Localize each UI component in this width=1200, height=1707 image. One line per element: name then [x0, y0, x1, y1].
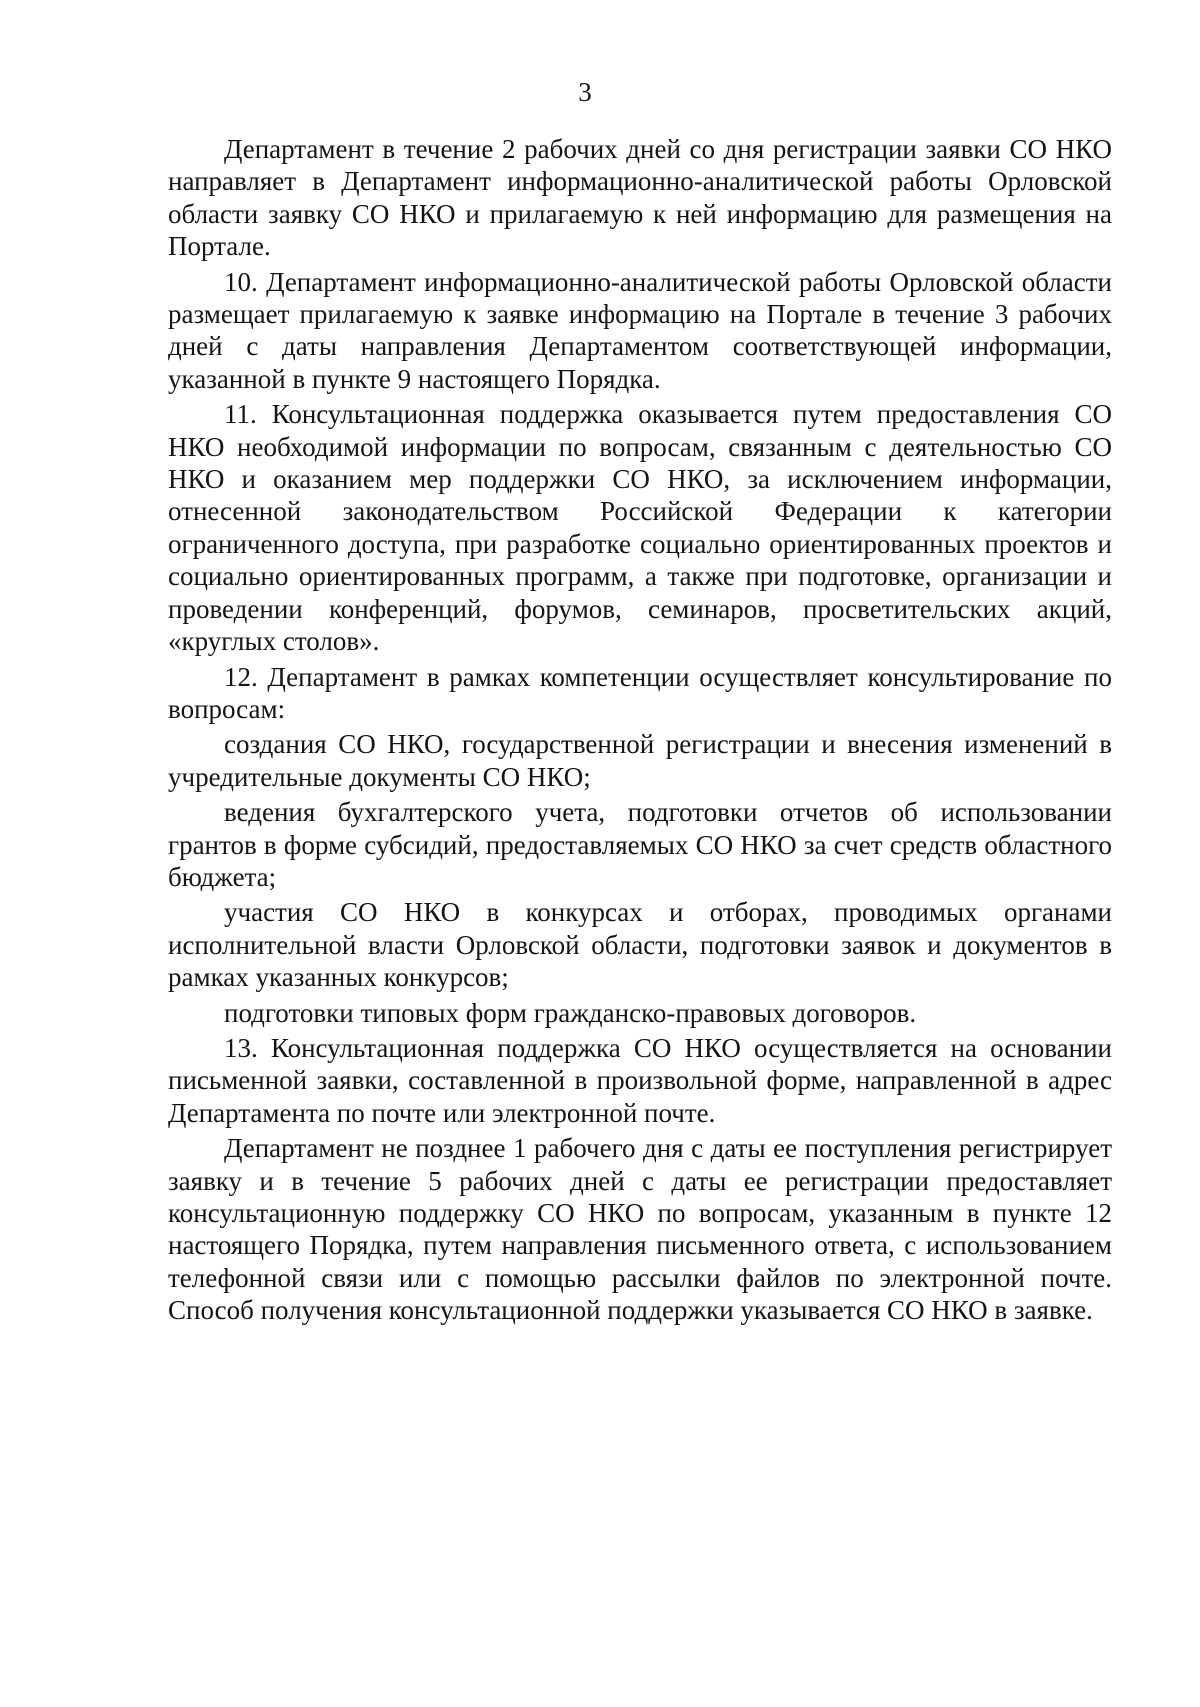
- paragraph-item-12-creation: создания СО НКО, государственной регистрации и внесения изменений в учредительные документы СО НКО;: [168, 729, 1112, 792]
- paragraph-item-11: 11. Консультационная поддержка оказывается путем предоставления СО НКО необходимой информации по вопросам, связанным с деятельностью СО НКО и оказанием мер поддержки СО НКО, за исключением информации, отнесенной законодательством Российской Федерации к категории ограниченного доступа, при разработке социально ориентированных проектов и социально ориентированных программ, а также при подготовке, организации и проведении конференций, форумов, семинаров, просветительских акций, «круглых столов».: [168, 399, 1112, 657]
- page-number: 3: [578, 77, 592, 107]
- paragraph-item-12-contracts: подготовки типовых форм гражданско-правовых договоров.: [224, 997, 917, 1028]
- paragraph-item-13-procedure: Департамент не позднее 1 рабочего дня с даты ее поступления регистрирует заявку и в течение 5 рабочих дней с даты ее регистрации предоставляет консультационную поддержку СО НКО по вопросам, указанным в пункте 12 настоящего Порядка, путем направления письменного ответа, с использованием телефонной связи или с помощью рассылки файлов по электронной почте. Способ получения консультационной поддержки указывается СО НКО в заявке.: [168, 1133, 1112, 1326]
- paragraph-dept-transfer: Департамент в течение 2 рабочих дней со дня регистрации заявки СО НКО направляет в Департамент информационно-аналитической работы Орловской области заявку СО НКО и прилагаемую к ней информацию для размещения на Портале.: [168, 134, 1112, 262]
- paragraph-item-13: 13. Консультационная поддержка СО НКО осуществляется на основании письменной заявки, составленной в произвольной форме, направленной в адрес Департамента по почте или электронной почте.: [168, 1032, 1112, 1128]
- paragraph-item-12-accounting: ведения бухгалтерского учета, подготовки отчетов об использовании грантов в форме субсидий, предоставляемых СО НКО за счет средств областного бюджета;: [168, 797, 1112, 892]
- paragraph-item-12: 12. Департамент в рамках компетенции осуществляет консультирование по вопросам:: [168, 661, 1112, 724]
- paragraph-item-12-contests: участия СО НКО в конкурсах и отборах, проводимых органами исполнительной власти Орловской области, подготовки заявок и документов в рамках указанных конкурсов;: [168, 897, 1112, 993]
- document-body: [168, 133, 1112, 1330]
- paragraph-item-10: 10. Департамент информационно-аналитической работы Орловской области размещает прилагаемую к заявке информацию на Портале в течение 3 рабочих дней с даты направления Департаментом соответствующей информации, указанной в пункте 9 настоящего Порядка.: [168, 266, 1112, 394]
